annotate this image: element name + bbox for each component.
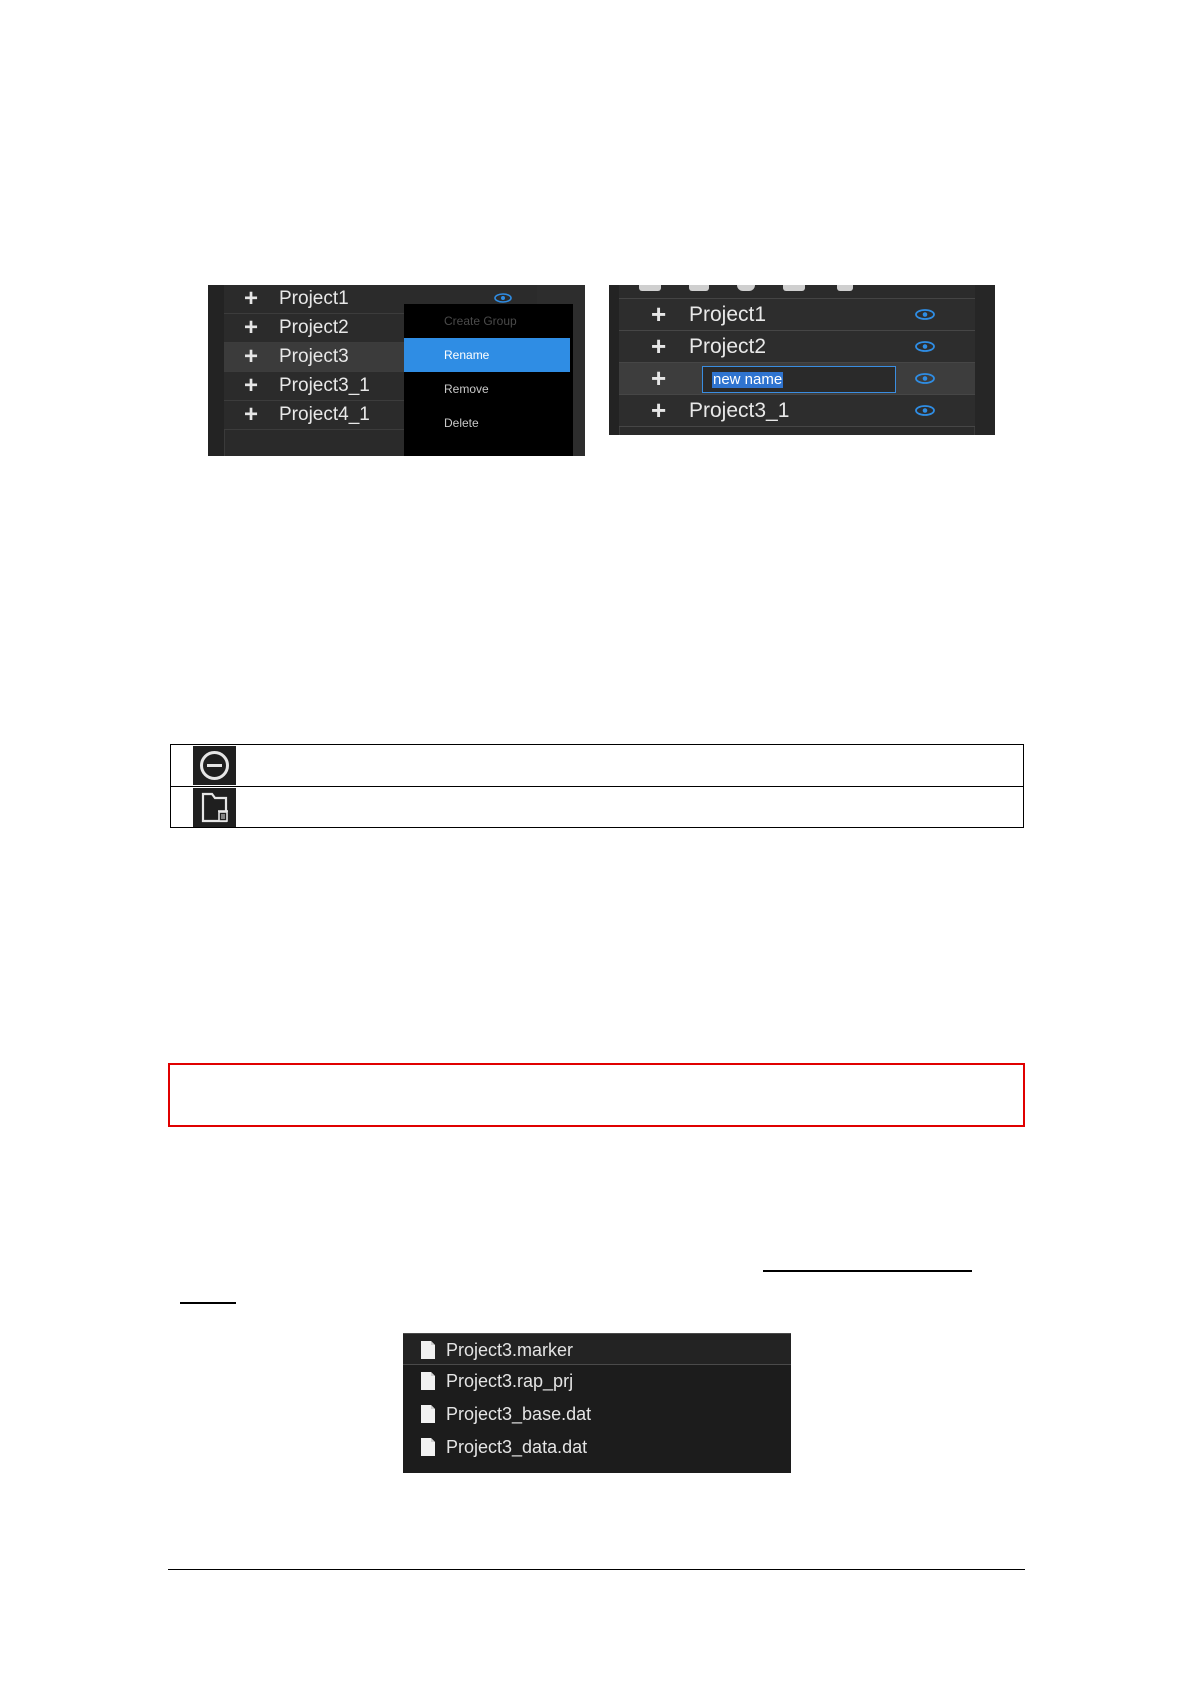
footer-rule — [168, 1569, 1025, 1570]
menu-item-label: Delete — [444, 416, 479, 430]
menu-item-label: Create Group — [444, 314, 517, 328]
visibility-eye-icon[interactable] — [915, 405, 935, 416]
toolbar-close-icon[interactable] — [837, 285, 853, 291]
menu-item-label: Rename — [444, 348, 490, 362]
file-icon — [420, 1404, 436, 1424]
menu-item-label: Remove — [444, 382, 489, 396]
project-name: Project3_1 — [689, 399, 790, 422]
file-row[interactable] — [403, 1398, 791, 1430]
toolbar-open-icon[interactable] — [689, 285, 709, 291]
file-name: Project3_base.dat — [446, 1404, 592, 1424]
expand-plus-icon[interactable]: + — [244, 401, 259, 428]
file-icon — [420, 1371, 436, 1391]
right-rail — [974, 285, 995, 435]
rename-screenshot — [609, 285, 995, 435]
menu-item-create-group[interactable] — [404, 304, 570, 338]
project-row-editing[interactable] — [619, 363, 975, 395]
link-underline — [763, 1270, 972, 1272]
toolbar-refresh-icon[interactable] — [737, 285, 755, 291]
menu-item-delete[interactable] — [404, 406, 570, 440]
file-row[interactable] — [403, 1333, 791, 1365]
file-icon — [420, 1340, 436, 1360]
project-row[interactable] — [619, 331, 975, 363]
file-row[interactable] — [403, 1431, 791, 1463]
project-name: Project4_1 — [279, 404, 370, 425]
context-menu — [404, 304, 573, 456]
project-name: Project3_1 — [279, 375, 370, 396]
expand-plus-icon[interactable]: + — [244, 285, 259, 312]
expand-plus-icon[interactable]: + — [651, 331, 667, 361]
visibility-eye-icon[interactable] — [915, 341, 935, 352]
project-row[interactable] — [619, 299, 975, 331]
project-name: Project2 — [689, 335, 767, 358]
toolbar — [619, 285, 975, 299]
note-box — [168, 1063, 1025, 1127]
visibility-eye-icon[interactable] — [494, 293, 512, 303]
expand-plus-icon[interactable]: + — [244, 372, 259, 399]
project-name: Project1 — [279, 288, 349, 309]
visibility-eye-icon[interactable] — [915, 309, 935, 320]
toolbar-copy-icon[interactable] — [783, 285, 805, 291]
expand-plus-icon[interactable]: + — [244, 343, 259, 370]
file-list-screenshot — [403, 1333, 791, 1473]
expand-plus-icon[interactable]: + — [651, 363, 667, 393]
rename-input-value: new name — [713, 371, 783, 388]
rename-input[interactable] — [702, 366, 896, 393]
folder-delete-icon — [193, 788, 236, 827]
icon-table — [170, 744, 1024, 828]
file-row[interactable] — [403, 1365, 791, 1397]
remove-circle-icon — [193, 746, 236, 785]
project-name: Project3 — [279, 346, 349, 367]
file-name: Project3.marker — [446, 1340, 574, 1360]
expand-plus-icon[interactable]: + — [651, 299, 667, 329]
icon-table-row — [171, 745, 1023, 787]
expand-plus-icon[interactable]: + — [651, 395, 667, 425]
menu-item-remove[interactable] — [404, 372, 570, 406]
icon-table-row — [171, 787, 1023, 828]
left-rail — [208, 285, 225, 456]
file-icon — [420, 1437, 436, 1457]
link-underline — [180, 1302, 236, 1304]
menu-item-rename[interactable] — [404, 338, 570, 372]
file-name: Project3.rap_prj — [446, 1371, 574, 1391]
file-name: Project3_data.dat — [446, 1437, 588, 1457]
toolbar-new-icon[interactable] — [639, 285, 661, 291]
project-row[interactable] — [619, 395, 975, 427]
visibility-eye-icon[interactable] — [915, 373, 935, 384]
project-name: Project2 — [279, 317, 349, 338]
project-name: Project1 — [689, 303, 767, 326]
expand-plus-icon[interactable]: + — [244, 314, 259, 341]
